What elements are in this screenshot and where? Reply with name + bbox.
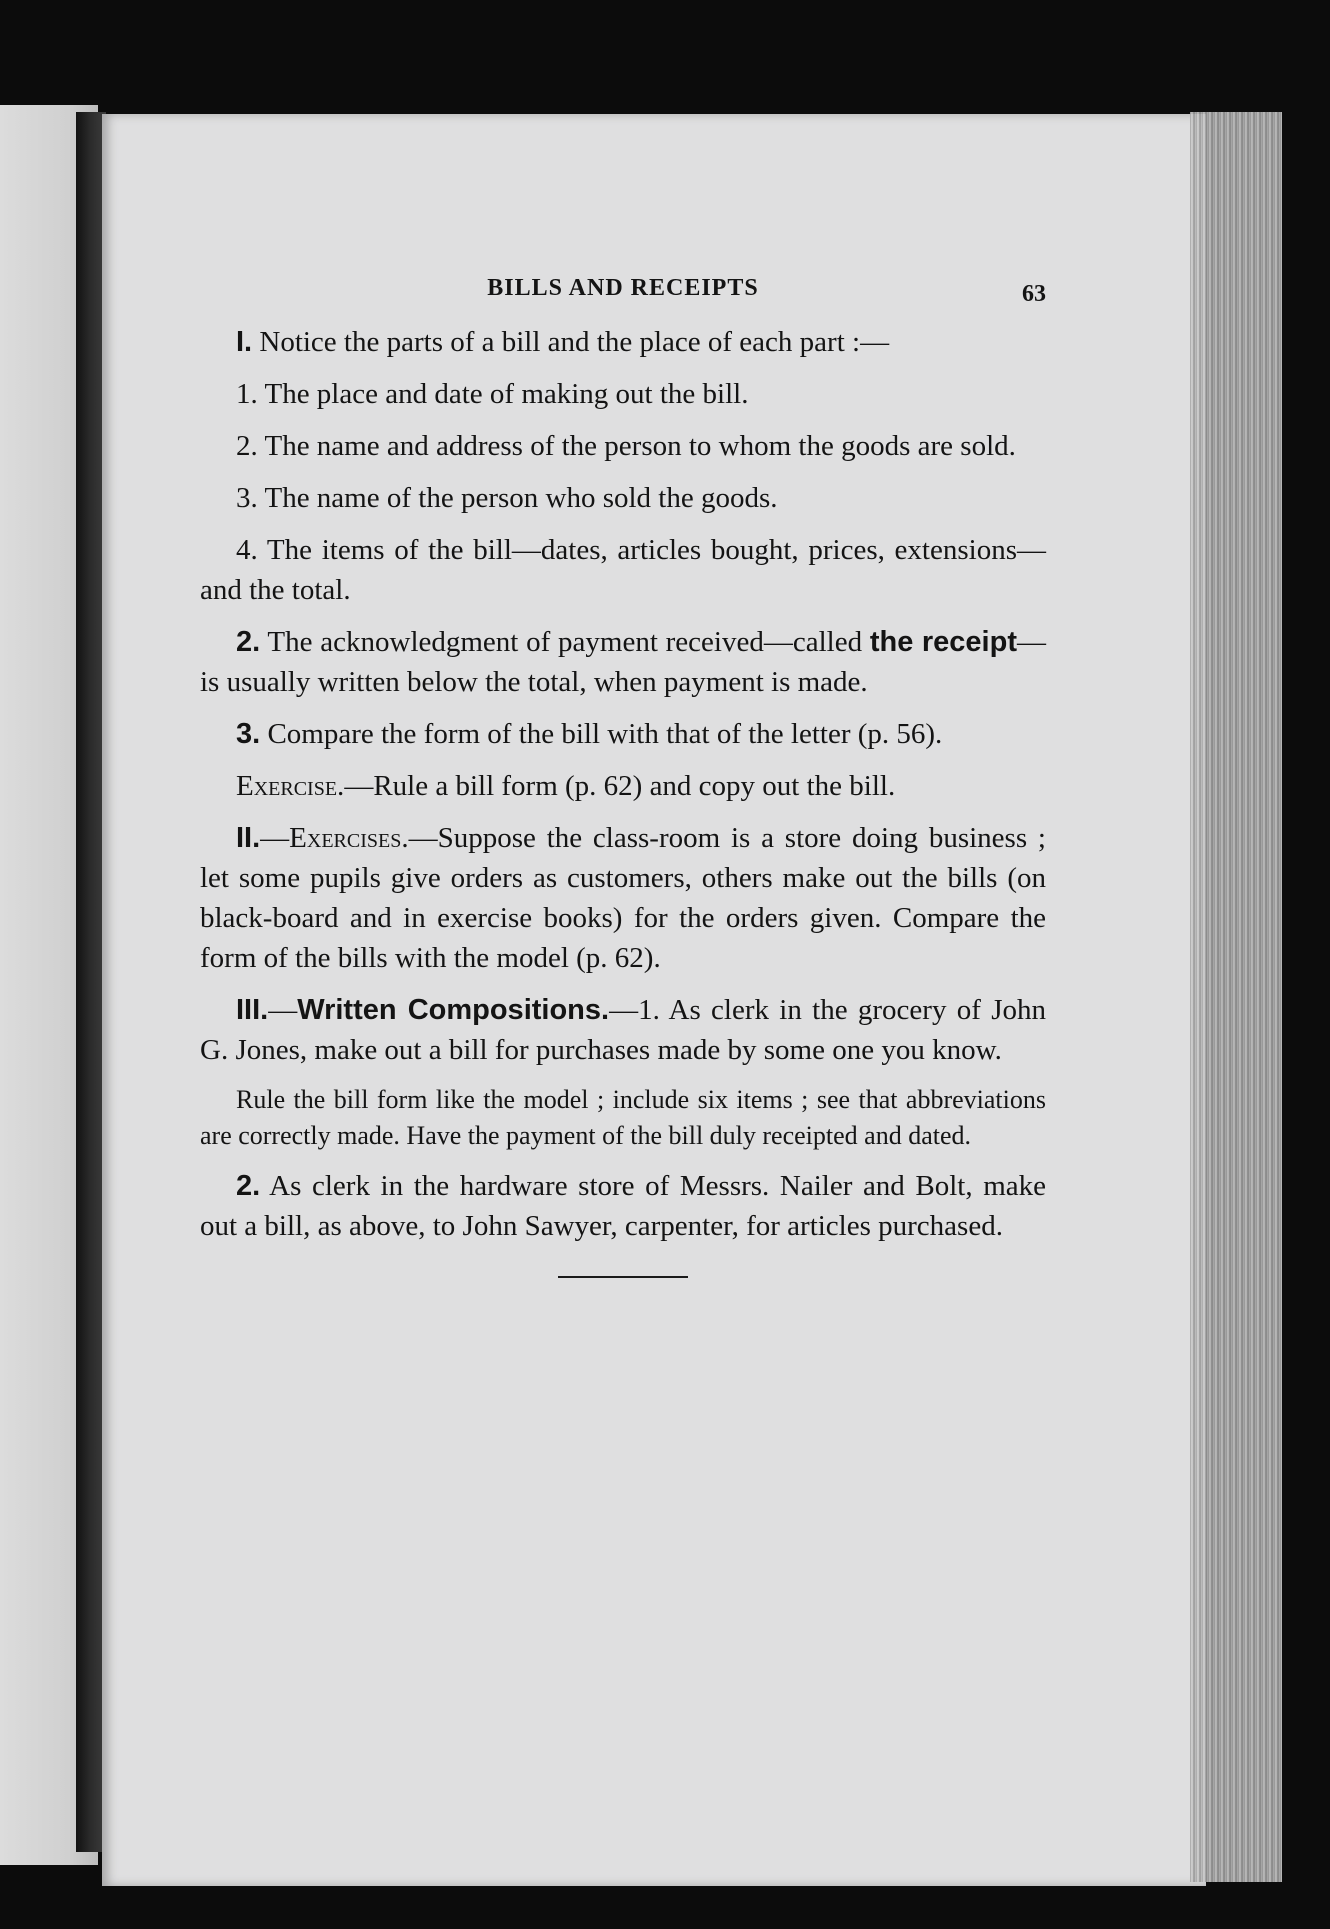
section-dash: — xyxy=(260,822,290,854)
list-item-4: 4. The items of the bill—dates, articles bought, prices, extensions—and the total. xyxy=(200,534,1046,606)
paragraph-number: 3. xyxy=(236,718,261,750)
section-number: III. xyxy=(236,994,269,1026)
running-head xyxy=(200,262,1046,322)
section-3-note: Rule the bill form like the model ; include six items ; see that abbreviations are correctly made. Have the payment of the bill duly receipted and dated. xyxy=(200,1085,1046,1150)
page-edges xyxy=(1190,112,1282,1882)
paragraph-exercise xyxy=(200,766,1046,806)
section-label: Exercises. xyxy=(289,822,409,854)
paragraph-number: 2. xyxy=(236,1170,261,1202)
paragraph-receipt xyxy=(200,622,1046,702)
end-rule xyxy=(558,1276,688,1278)
running-title: BILLS AND RECEIPTS xyxy=(487,275,759,301)
list-item-1: 1. The place and date of making out the bill. xyxy=(236,378,749,410)
paragraph-text: Notice the parts of a bill and the place of each part :— xyxy=(252,326,890,358)
paragraph-text: As clerk in the hardware store of Messrs. Nailer and Bolt, make out a bill, as above, to John Sawyer, carpenter, for articles purchased. xyxy=(200,1170,1046,1242)
exercise-label: Exercise. xyxy=(236,770,345,802)
page-content xyxy=(200,262,1046,1278)
page-number: 63 xyxy=(1022,281,1046,307)
term-the-receipt: the receipt xyxy=(869,626,1017,658)
section-3-compositions xyxy=(200,990,1046,1070)
list-item-2: 2. The name and address of the person to whom the goods are sold. xyxy=(236,430,1016,462)
paragraph-text: Compare the form of the bill with that of the letter (p. 56). xyxy=(260,718,943,750)
section-text: —1. As clerk in the grocery of John G. Jones, make out a bill for purchases made by some one you know. xyxy=(200,994,1046,1066)
section-3-item-2 xyxy=(200,1166,1046,1246)
section-2-exercises xyxy=(200,818,1046,978)
section-text: —Suppose the class-room is a store doing business ; let some pupils give orders as customers, others make out the bills (on black-board and in exercise books) for the orders given. Compare the form of the bills with the model (p. 62). xyxy=(200,822,1046,974)
paragraph-text: —Rule a bill form (p. 62) and copy out the bill. xyxy=(344,770,896,802)
section-dash: — xyxy=(268,994,298,1026)
section-number: II. xyxy=(236,822,261,854)
paragraph-notice xyxy=(200,322,1046,362)
paragraph-text: The acknowledgment of payment received—called xyxy=(260,626,870,658)
paragraph-compare xyxy=(200,714,1046,754)
paragraph-text: —is usually written below the total, when payment is made. xyxy=(200,626,1046,698)
paragraph-number: 2. xyxy=(236,626,261,658)
paragraph-number: I. xyxy=(236,326,253,358)
section-label: Written Compositions. xyxy=(297,994,610,1026)
list-item-3: 3. The name of the person who sold the goods. xyxy=(236,482,778,514)
